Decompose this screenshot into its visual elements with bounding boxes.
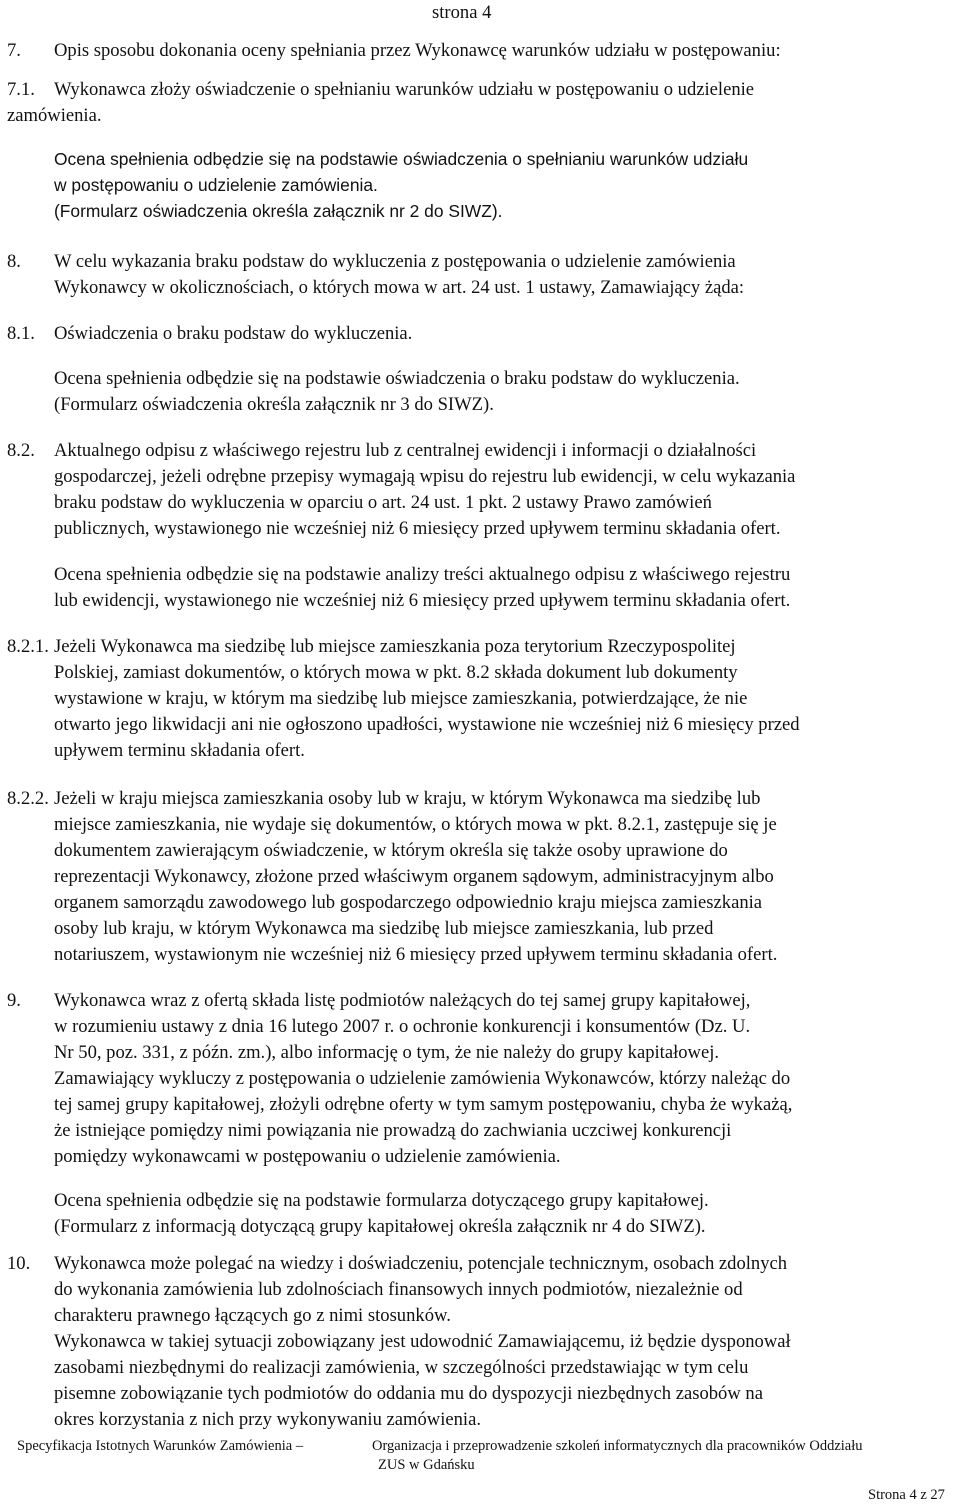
section-8-2-1-line: wystawione w kraju, w którym ma siedzibę lub miejsce zamieszkania, potwierdzające, że nie xyxy=(54,688,748,709)
section-8-2-2-line: dokumentem zawierającym oświadczenie, w którym określa się także osoby uprawione do xyxy=(54,840,728,861)
section-8-2-1-line: Jeżeli Wykonawca ma siedzibę lub miejsce zamieszkania poza terytorium Rzeczypospolitej xyxy=(54,636,736,657)
section-10-line: zasobami niezbędnymi do realizacji zamówienia, w szczególności przedstawiając w tym celu xyxy=(54,1357,749,1378)
section-7-1-line: Wykonawca złoży oświadczenie o spełnianiu warunków udziału w postępowaniu o udzielenie xyxy=(54,79,755,100)
section-10-line: charakteru prawnego łączących go z nimi stosunków. xyxy=(54,1305,451,1326)
section-7-1-eval-line: (Formularz oświadczenia określa załącznik nr 2 do SIWZ). xyxy=(54,201,503,221)
section-10-line: Wykonawca w takiej sytuacji zobowiązany jest udowodnić Zamawiającemu, iż będzie dysponował xyxy=(54,1331,791,1352)
section-8-1-eval-line: (Formularz oświadczenia określa załącznik nr 3 do SIWZ). xyxy=(54,394,494,415)
section-7-heading: Opis sposobu dokonania oceny spełniania przez Wykonawcę warunków udziału w postępowaniu: xyxy=(54,40,781,61)
section-8-2-2-number: 8.2.2. xyxy=(7,788,49,809)
section-8-line: W celu wykazania braku podstaw do wykluczenia z postępowania o udzielenie zamówienia xyxy=(54,251,736,272)
page-header-label: strona 4 xyxy=(432,2,492,23)
section-8-2-2-line: notariuszem, wystawionym nie wcześniej niż 6 miesięcy przed upływem terminu składania ofert. xyxy=(54,944,778,965)
section-9-line: Wykonawca wraz z ofertą składa listę podmiotów należących do tej samej grupy kapitałowej, xyxy=(54,990,751,1011)
section-8-2-eval-line: Ocena spełnienia odbędzie się na podstawie analizy treści aktualnego odpisu z właściwego rejestru xyxy=(54,564,791,585)
footer-right-title: Organizacja i przeprowadzenie szkoleń informatycznych dla pracowników Oddziału xyxy=(372,1438,863,1454)
section-9-number: 9. xyxy=(7,990,21,1011)
section-7-1-eval-line: Ocena spełnienia odbędzie się na podstawie oświadczenia o spełnianiu warunków udziału xyxy=(54,149,749,169)
section-9-line: pomiędzy wykonawcami w postępowaniu o udzielenie zamówienia. xyxy=(54,1146,561,1167)
footer-page-number: Strona 4 z 27 xyxy=(868,1487,945,1503)
section-8-2-number: 8.2. xyxy=(7,440,35,461)
section-8-2-2-line: osoby lub kraju, w którym Wykonawca ma siedzibę lub miejsce zamieszkania, lub przed xyxy=(54,918,714,939)
section-9-line: że istniejące pomiędzy nimi powiązania nie prowadzą do zachwiania uczciwej konkurencji xyxy=(54,1120,732,1141)
section-8-line: Wykonawcy w okolicznościach, o których mowa w art. 24 ust. 1 ustawy, Zamawiający żąda: xyxy=(54,277,745,298)
section-8-1-eval-line: Ocena spełnienia odbędzie się na podstawie oświadczenia o braku podstaw do wykluczenia. xyxy=(54,368,740,389)
footer-right-title-cont: ZUS w Gdańsku xyxy=(378,1457,475,1473)
section-8-2-line: publicznych, wystawionego nie wcześniej niż 6 miesięcy przed upływem terminu składania ofert. xyxy=(54,518,781,539)
section-8-number: 8. xyxy=(7,251,21,272)
footer-left-title: Specyfikacja Istotnych Warunków Zamówienia – xyxy=(17,1438,304,1454)
section-9-eval-line: (Formularz z informacją dotyczącą grupy kapitałowej określa załącznik nr 4 do SIWZ). xyxy=(54,1216,706,1237)
section-8-2-2-line: organem samorządu zawodowego lub gospodarczego odpowiednio kraju miejsca zamieszkania xyxy=(54,892,763,913)
section-10-line: do wykonania zamówienia lub zdolnościach finansowych innych podmiotów, niezależnie od xyxy=(54,1279,743,1300)
section-8-2-eval-line: lub ewidencji, wystawionego nie wcześniej niż 6 miesięcy przed upływem terminu składania ofert. xyxy=(54,590,791,611)
section-7-1-number: 7.1. xyxy=(7,79,35,100)
section-8-2-1-line: otwarto jego likwidacji ani nie ogłoszono upadłości, wystawione nie wcześniej niż 6 miesięcy przed xyxy=(54,714,800,735)
section-10-line: pisemne zobowiązanie tych podmiotów do oddania mu do dyspozycji niezbędnych zasobów na xyxy=(54,1383,763,1404)
section-7-1-eval-line: w postępowaniu o udzielenie zamówienia. xyxy=(54,175,378,195)
section-8-1-number: 8.1. xyxy=(7,323,35,344)
section-9-line: Zamawiający wykluczy z postępowania o udzielenie zamówienia Wykonawców, którzy należąc do xyxy=(54,1068,791,1089)
section-10-line: okres korzystania z nich przy wykonywaniu zamówienia. xyxy=(54,1409,482,1430)
section-8-2-1-number: 8.2.1. xyxy=(7,636,49,657)
section-8-2-2-line: Jeżeli w kraju miejsca zamieszkania osoby lub w kraju, w którym Wykonawca ma siedzibę lub xyxy=(54,788,761,809)
section-9-line: w rozumieniu ustawy z dnia 16 lutego 2007 r. o ochronie konkurencji i konsumentów (Dz. U. xyxy=(54,1016,751,1037)
section-10-line: Wykonawca może polegać na wiedzy i doświadczeniu, potencjale technicznym, osobach zdolnych xyxy=(54,1253,788,1274)
section-9-line: Nr 50, poz. 331, z późn. zm.), albo informację o tym, że nie należy do grupy kapitałowej. xyxy=(54,1042,720,1063)
section-8-2-2-line: reprezentacji Wykonawcy, złożone przed właściwym organem sądowym, administracyjnym albo xyxy=(54,866,774,887)
section-8-1-heading: Oświadczenia o braku podstaw do wykluczenia. xyxy=(54,323,413,344)
section-9-line: tej samej grupy kapitałowej, złożyli odrębne oferty w tym samym postępowaniu, chyba że wykażą, xyxy=(54,1094,793,1115)
section-8-2-line: gospodarczej, jeżeli odrębne przepisy wymagają wpisu do rejestru lub ewidencji, w celu wykazania xyxy=(54,466,796,487)
section-7-number: 7. xyxy=(7,40,21,61)
section-8-2-line: braku podstaw do wykluczenia w oparciu o art. 24 ust. 1 pkt. 2 ustawy Prawo zamówień xyxy=(54,492,712,513)
section-10-number: 10. xyxy=(7,1253,31,1274)
section-8-2-1-line: upływem terminu składania ofert. xyxy=(54,740,305,761)
section-7-1-line: zamówienia. xyxy=(7,105,102,126)
section-8-2-1-line: Polskiej, zamiast dokumentów, o których mowa w pkt. 8.2 składa dokument lub dokumenty xyxy=(54,662,738,683)
section-8-2-line: Aktualnego odpisu z właściwego rejestru lub z centralnej ewidencji i informacji o działalności xyxy=(54,440,757,461)
section-8-2-2-line: miejsce zamieszkania, nie wydaje się dokumentów, o których mowa w pkt. 8.2.1, zastępuje się je xyxy=(54,814,777,835)
section-9-eval-line: Ocena spełnienia odbędzie się na podstawie formularza dotyczącego grupy kapitałowej. xyxy=(54,1190,709,1211)
